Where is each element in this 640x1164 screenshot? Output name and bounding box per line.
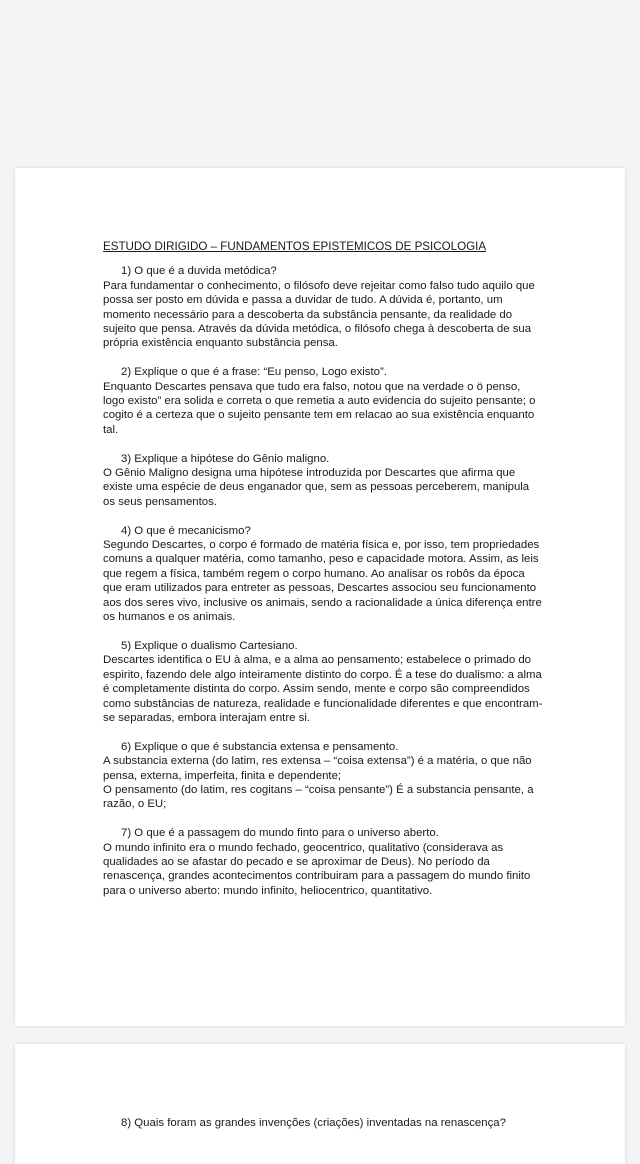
section-5	[103, 639, 543, 725]
answer-6-paragraph-2: O pensamento (do latim, res cogitans – “coisa pensante”) É a substancia pensante, a razão, o EU;	[103, 783, 534, 811]
question-6: 6) Explique o que é substancia extensa e pensamento.	[121, 740, 399, 753]
question-8: 8) Quais foram as grandes invenções (criações) inventadas na renascença?	[121, 1117, 506, 1129]
answer-4	[103, 538, 543, 624]
document-page-2	[15, 1044, 625, 1164]
answer-6-paragraph-1: A substancia externa (do latim, res extensa – “coisa extensa”) é a matéria, o que não pensa, externa, imperfeita, finita e dependente;	[103, 755, 532, 782]
page-2-content	[103, 1116, 543, 1130]
question-7: 7) O que é a passagem do mundo finto para o universo aberto.	[121, 827, 439, 840]
document-title: ESTUDO DIRIGIDO – FUNDAMENTOS EPISTEMICOS DE PSICOLOGIA	[103, 240, 487, 253]
section-3	[103, 452, 543, 510]
question-1: 1) O que é a duvida metódica?	[121, 265, 277, 278]
answer-4-paragraph: Segundo Descartes, o corpo é formado de matéria física e, por isso, tem propriedades comuns a qualquer matéria, como tamanho, peso e capacidade motora. Assim, as leis que regem a física, também regem o corpo humano. Ao analisar os robôs da época que eram utilizados para entreter as pessoas, Descartes associou seu funcionamento aos dos seres vivo, inclusive os animais, sendo a racionalidade a única diferença entre os humanos e os animais.	[103, 539, 542, 624]
answer-2-paragraph: Enquanto Descartes pensava que tudo era falso, notou que na verdade o ö penso, logo existo” era solida e correta o que remetia a auto evidencia do sujeito pensante; o cogito é a certeza que o sujeito pensante tem em relacao ao sua existência enquanto tal.	[103, 380, 536, 436]
document-page-1	[15, 168, 625, 1026]
answer-3	[103, 466, 543, 509]
section-7	[103, 826, 543, 898]
answer-2	[103, 380, 543, 438]
question-2: 2) Explique o que é a frase: “Eu penso, Logo existo”.	[121, 366, 387, 379]
answer-3-paragraph: O Gênio Maligno designa uma hipótese introduzida por Descartes que afirma que existe uma espécie de deus enganador que, sem as pessoas perceberem, manipula os seus pensamentos.	[103, 467, 530, 508]
answer-5-paragraph: Descartes identifica o EU à alma, e a alma ao pensamento; estabelece o primado do espirito, fazendo dele algo inteiramente distinto do corpo. É a tese do dualismo: a alma é completamente distinta do corpo. Assim sendo, mente e corpo são compreendidos como substâncias de natureza, realidade e funcionalidade diferentes e que encontram-se separadas, embora interajam entre si.	[103, 654, 543, 724]
section-1	[103, 264, 543, 350]
answer-1-paragraph: Para fundamentar o conhecimento, o filósofo deve rejeitar como falso tudo aquilo que possa ser posto em dúvida e passa a duvidar de tudo. A dúvida é, portanto, um momento necessário para a descoberta da substância pensante, da realidade do sujeito que pensa. Através da dúvida metódica, o filósofo chega à descoberta de sua própria existência enquanto substância pensa.	[103, 279, 535, 350]
section-2	[103, 365, 543, 437]
answer-1	[103, 279, 543, 351]
answer-7	[103, 841, 543, 899]
question-3: 3) Explique a hipótese do Gênio maligno.	[121, 452, 330, 465]
section-4	[103, 524, 543, 625]
page-1-content	[103, 240, 543, 913]
section-6	[103, 740, 543, 812]
question-5: 5) Explique o dualismo Cartesiano.	[121, 639, 298, 652]
answer-5	[103, 653, 543, 725]
answer-6	[103, 754, 543, 812]
question-4: 4) O que é mecanicismo?	[121, 524, 251, 537]
answer-7-paragraph: O mundo infinito era o mundo fechado, geocentrico, qualitativo (considerava as qualidades ao se afastar do pecado e se aproximar de Deus). No período da renascença, grandes acontecimentos contribuiram para a passagem do mundo finito para o universo aberto: mundo infinito, heliocentrico, quantitativo.	[103, 841, 531, 897]
